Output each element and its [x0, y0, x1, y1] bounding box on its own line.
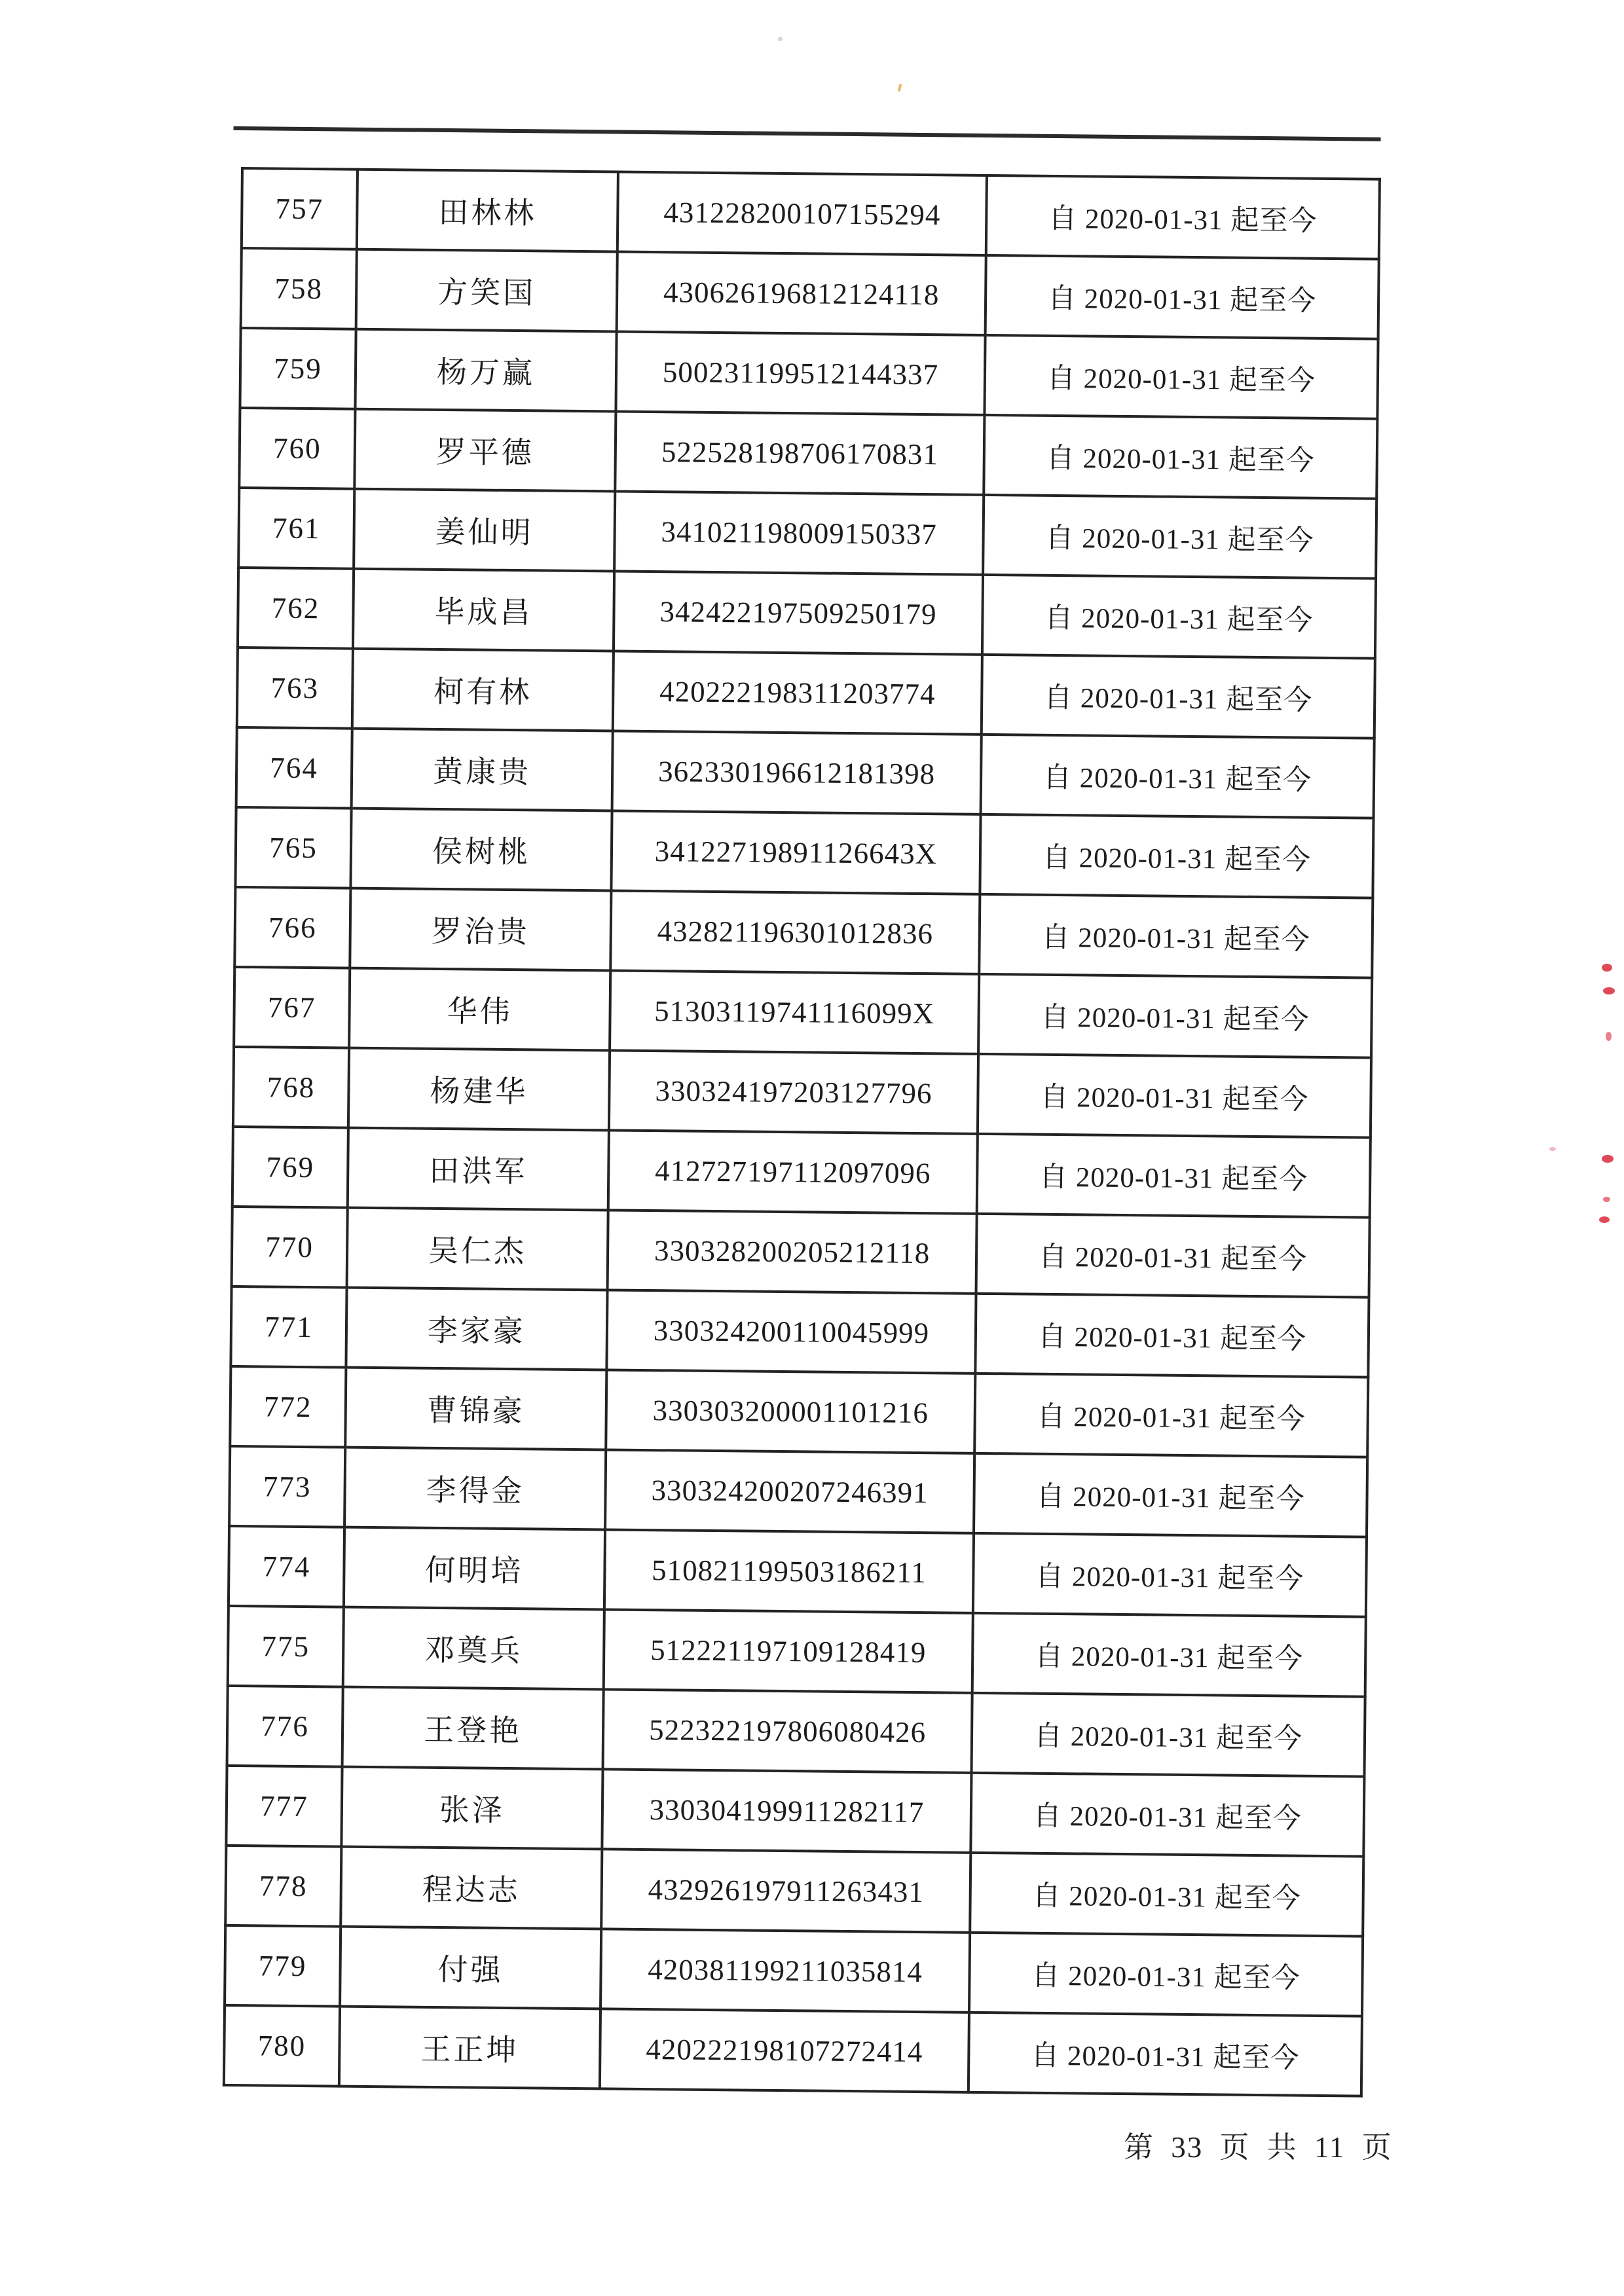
header-horizontal-rule	[234, 126, 1381, 141]
table-row	[232, 1127, 1371, 1218]
cell-serial-number: 776	[227, 1686, 343, 1767]
table-row	[229, 1446, 1367, 1537]
cell-serial-number: 763	[237, 647, 353, 729]
cell-serial-number: 770	[232, 1207, 348, 1288]
scan-speck	[1603, 987, 1615, 994]
cell-serial-number: 777	[226, 1766, 342, 1847]
cell-id-number: 500231199512144337	[616, 332, 985, 415]
cell-person-name: 罗治贵	[350, 888, 611, 971]
cell-serial-number: 758	[241, 248, 357, 329]
table-row	[237, 647, 1375, 738]
cell-quarantine-period: 自 2020-01-31 起至今	[984, 415, 1377, 499]
quarantine-roster-table	[223, 167, 1381, 2098]
cell-id-number: 432821196301012836	[610, 890, 980, 974]
cell-serial-number: 761	[238, 488, 354, 569]
scan-speck	[778, 37, 783, 41]
table-row	[230, 1366, 1368, 1457]
scan-speck	[1606, 1032, 1612, 1041]
cell-serial-number: 780	[224, 2005, 340, 2086]
roster-table-body	[224, 168, 1380, 2096]
cell-quarantine-period: 自 2020-01-31 起至今	[986, 175, 1380, 259]
cell-serial-number: 766	[234, 887, 350, 968]
cell-quarantine-period: 自 2020-01-31 起至今	[970, 1773, 1364, 1857]
cell-quarantine-period: 自 2020-01-31 起至今	[983, 495, 1376, 579]
scan-content	[223, 167, 1381, 2098]
cell-quarantine-period: 自 2020-01-31 起至今	[980, 814, 1373, 898]
cell-quarantine-period: 自 2020-01-31 起至今	[978, 974, 1372, 1058]
scan-speck	[1602, 1155, 1614, 1163]
table-row	[242, 168, 1380, 259]
cell-person-name: 杨万赢	[355, 329, 616, 412]
table-row	[233, 1047, 1371, 1138]
scan-speck	[1549, 1147, 1556, 1151]
cell-quarantine-period: 自 2020-01-31 起至今	[986, 255, 1379, 339]
cell-person-name: 华伟	[349, 968, 610, 1051]
cell-id-number: 512221197109128419	[604, 1609, 973, 1692]
cell-serial-number: 757	[242, 168, 358, 249]
cell-id-number: 420222198311203774	[613, 651, 982, 734]
table-row	[235, 807, 1373, 898]
scan-speck	[1599, 1216, 1610, 1223]
cell-quarantine-period: 自 2020-01-31 起至今	[981, 735, 1375, 818]
table-row	[228, 1606, 1366, 1697]
table-row	[238, 488, 1376, 579]
cell-serial-number: 778	[225, 1846, 341, 1927]
cell-quarantine-period: 自 2020-01-31 起至今	[977, 1134, 1371, 1218]
table-row	[231, 1286, 1369, 1377]
cell-person-name: 侯树桃	[350, 809, 612, 891]
cell-quarantine-period: 自 2020-01-31 起至今	[972, 1613, 1366, 1697]
table-row	[239, 408, 1377, 499]
cell-id-number: 420222198107272414	[600, 2009, 969, 2092]
cell-serial-number: 775	[228, 1606, 344, 1687]
cell-serial-number: 765	[235, 807, 351, 888]
table-row	[227, 1686, 1365, 1777]
cell-person-name: 邓奠兵	[343, 1607, 604, 1690]
cell-quarantine-period: 自 2020-01-31 起至今	[979, 894, 1373, 978]
cell-quarantine-period: 自 2020-01-31 起至今	[982, 655, 1375, 738]
cell-serial-number: 764	[236, 727, 352, 809]
cell-quarantine-period: 自 2020-01-31 起至今	[976, 1214, 1370, 1298]
cell-person-name: 李得金	[344, 1448, 606, 1530]
cell-serial-number: 773	[229, 1446, 345, 1527]
cell-id-number: 330324200207246391	[605, 1449, 974, 1533]
cell-quarantine-period: 自 2020-01-31 起至今	[982, 575, 1376, 659]
cell-id-number: 341021198009150337	[614, 492, 984, 575]
cell-person-name: 付强	[340, 1927, 601, 2009]
cell-person-name: 田林林	[357, 170, 618, 252]
cell-serial-number: 774	[229, 1526, 344, 1607]
cell-id-number: 420381199211035814	[600, 1929, 970, 2012]
cell-person-name: 张泽	[341, 1767, 602, 1850]
cell-serial-number: 768	[233, 1047, 349, 1128]
cell-serial-number: 762	[238, 568, 354, 649]
cell-person-name: 田洪军	[348, 1128, 609, 1211]
cell-quarantine-period: 自 2020-01-31 起至今	[972, 1693, 1365, 1777]
cell-id-number: 330304199911282117	[602, 1769, 971, 1852]
scan-speck	[1603, 1197, 1610, 1202]
cell-serial-number: 760	[239, 408, 355, 489]
scan-speck	[1602, 964, 1612, 972]
cell-serial-number: 759	[240, 328, 356, 409]
table-row	[224, 2005, 1362, 2096]
cell-quarantine-period: 自 2020-01-31 起至今	[969, 1933, 1363, 2016]
cell-person-name: 黄康贵	[352, 729, 613, 811]
cell-id-number: 342422197509250179	[614, 572, 983, 655]
table-row	[238, 568, 1376, 659]
cell-person-name: 姜仙明	[354, 489, 615, 572]
cell-person-name: 柯有林	[352, 649, 614, 731]
cell-person-name: 吴仁杰	[347, 1208, 608, 1290]
cell-person-name: 曹锦豪	[345, 1368, 606, 1450]
cell-person-name: 李家豪	[346, 1288, 607, 1370]
cell-person-name: 程达志	[341, 1847, 602, 1929]
cell-person-name: 何明培	[344, 1527, 605, 1610]
cell-serial-number: 779	[225, 1925, 341, 2007]
cell-person-name: 罗平德	[354, 409, 616, 492]
cell-person-name: 杨建华	[348, 1048, 610, 1131]
cell-id-number: 51303119741116099X	[610, 970, 979, 1053]
table-row	[240, 328, 1378, 419]
table-row	[241, 248, 1379, 339]
cell-id-number: 34122719891126643X	[611, 811, 980, 894]
cell-quarantine-period: 自 2020-01-31 起至今	[975, 1294, 1369, 1377]
cell-person-name: 毕成昌	[353, 569, 614, 651]
cell-quarantine-period: 自 2020-01-31 起至今	[984, 335, 1378, 419]
page-number-footer: 第 33 页 共 11 页	[1124, 2131, 1393, 2164]
cell-id-number: 431228200107155294	[618, 172, 987, 255]
cell-id-number: 330324197203127796	[609, 1050, 978, 1133]
table-row	[234, 967, 1372, 1058]
table-row	[234, 887, 1373, 978]
table-row	[225, 1925, 1363, 2016]
cell-person-name: 方笑国	[356, 249, 618, 332]
cell-id-number: 430626196812124118	[617, 252, 986, 335]
cell-serial-number: 767	[234, 967, 350, 1048]
cell-person-name: 王登艳	[342, 1687, 604, 1770]
table-row	[226, 1766, 1364, 1857]
table-row	[229, 1526, 1367, 1617]
cell-quarantine-period: 自 2020-01-31 起至今	[974, 1453, 1367, 1537]
cell-id-number: 522528198706170831	[615, 412, 984, 495]
cell-quarantine-period: 自 2020-01-31 起至今	[970, 1853, 1363, 1937]
cell-serial-number: 771	[231, 1286, 346, 1368]
cell-serial-number: 772	[230, 1366, 346, 1448]
cell-serial-number: 769	[232, 1127, 348, 1208]
cell-id-number: 330328200205212118	[608, 1210, 977, 1293]
cell-quarantine-period: 自 2020-01-31 起至今	[969, 2013, 1362, 2096]
cell-id-number: 412727197112097096	[608, 1130, 978, 1213]
cell-quarantine-period: 自 2020-01-31 起至今	[974, 1374, 1368, 1457]
table-row	[236, 727, 1375, 818]
cell-id-number: 330324200110045999	[606, 1290, 976, 1373]
cell-id-number: 510821199503186211	[604, 1529, 974, 1613]
cell-id-number: 330303200001101216	[606, 1370, 975, 1453]
cell-quarantine-period: 自 2020-01-31 起至今	[973, 1533, 1367, 1617]
cell-person-name: 王正坤	[339, 2007, 600, 2089]
cell-quarantine-period: 自 2020-01-31 起至今	[978, 1054, 1371, 1138]
cell-id-number: 362330196612181398	[612, 731, 982, 814]
cell-id-number: 522322197806080426	[603, 1689, 972, 1772]
table-row	[225, 1846, 1363, 1937]
cell-id-number: 432926197911263431	[601, 1849, 970, 1932]
table-row	[232, 1207, 1370, 1298]
scan-speck	[898, 84, 902, 92]
